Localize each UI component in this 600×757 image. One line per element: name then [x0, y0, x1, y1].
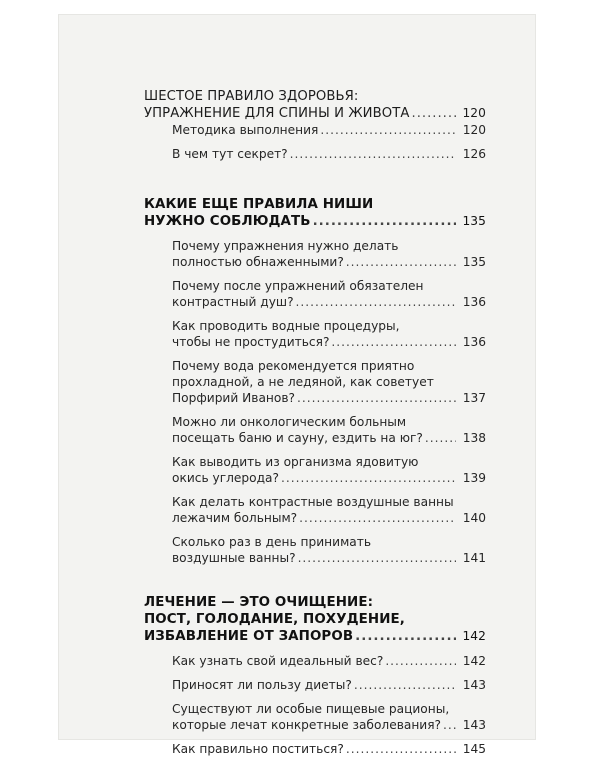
- section-entry-2[interactable]: [144, 196, 486, 230]
- dot-leader: [281, 470, 456, 486]
- item-title-line: окись углерода?: [172, 471, 279, 485]
- item-title-line: Приносят ли пользу диеты?: [172, 678, 352, 692]
- section-title-line: ЛЕЧЕНИЕ — ЭТО ОЧИЩЕНИЕ:: [144, 595, 374, 610]
- dot-leader: [299, 510, 456, 526]
- section-title-line: НУЖНО СОБЛЮДАТЬ: [144, 214, 311, 229]
- dot-leader: [297, 390, 456, 406]
- item-title-line: Почему после упражнений обязателен: [172, 279, 424, 293]
- page-number: 143: [462, 678, 486, 692]
- page-number: 142: [462, 654, 486, 668]
- item-title-line: Методика выполнения: [172, 123, 319, 137]
- dot-leader: [296, 294, 456, 310]
- page-number: 140: [462, 511, 486, 525]
- page-number: 143: [462, 718, 486, 732]
- toc-item[interactable]: [144, 701, 486, 733]
- dot-leader: [385, 653, 456, 669]
- item-title-line: Как выводить из организма ядовитую: [172, 455, 419, 469]
- toc-item[interactable]: [144, 454, 486, 486]
- item-title-line: Почему упражнения нужно делать: [172, 239, 399, 253]
- item-title-line: Можно ли онкологическим больным: [172, 415, 407, 429]
- section-title-line: ШЕСТОЕ ПРАВИЛО ЗДОРОВЬЯ:: [144, 89, 359, 104]
- item-title-line: контрастный душ?: [172, 295, 294, 309]
- item-title-line: Существуют ли особые пищевые рационы,: [172, 702, 450, 716]
- dot-leader: [313, 213, 456, 230]
- dot-leader: [346, 254, 456, 270]
- toc-item[interactable]: [144, 238, 486, 270]
- toc-item[interactable]: [144, 414, 486, 446]
- section-title-line: ПОСТ, ГОЛОДАНИЕ, ПОХУДЕНИЕ,: [144, 612, 405, 627]
- page-number: 142: [462, 629, 486, 643]
- toc-item[interactable]: [144, 677, 486, 693]
- dot-leader: [354, 677, 456, 693]
- dot-leader: [425, 430, 456, 446]
- page-number: 136: [462, 335, 486, 349]
- item-title-line: которые лечат конкретные заболевания?: [172, 718, 442, 732]
- toc-item[interactable]: [144, 741, 486, 757]
- section-title-line: КАКИЕ ЕЩЕ ПРАВИЛА НИШИ: [144, 197, 374, 212]
- page-number: 138: [462, 431, 486, 445]
- toc-item[interactable]: [144, 494, 486, 526]
- dot-leader: [298, 550, 456, 566]
- item-title-line: полностью обнаженными?: [172, 255, 344, 269]
- item-title-line: Как проводить водные процедуры,: [172, 319, 400, 333]
- table-of-contents: [144, 88, 486, 757]
- item-title-line: Порфирий Иванов?: [172, 391, 295, 405]
- dot-leader: [355, 628, 456, 645]
- section-entry-1[interactable]: [144, 88, 486, 122]
- item-title-line: лежачим больным?: [172, 511, 298, 525]
- toc-item[interactable]: [144, 318, 486, 350]
- page-number: 120: [462, 106, 486, 120]
- dot-leader: [346, 741, 456, 757]
- section-title-line: УПРАЖНЕНИЕ ДЛЯ СПИНЫ И ЖИВОТА: [144, 106, 410, 121]
- page-number: 136: [462, 295, 486, 309]
- page-number: 120: [462, 123, 486, 137]
- dot-leader: [412, 105, 456, 122]
- item-title-line: воздушные ванны?: [172, 551, 296, 565]
- toc-item[interactable]: [144, 122, 486, 138]
- item-title-line: Почему вода рекомендуется приятно: [172, 359, 415, 373]
- page-number: 135: [462, 214, 486, 228]
- page-number: 135: [462, 255, 486, 269]
- dot-leader: [331, 334, 456, 350]
- section-entry-3[interactable]: [144, 594, 486, 645]
- toc-item[interactable]: [144, 534, 486, 566]
- dot-leader: [443, 717, 456, 733]
- page-number: 139: [462, 471, 486, 485]
- item-title-line: чтобы не простудиться?: [172, 335, 330, 349]
- item-title-line: Как правильно поститься?: [172, 742, 344, 756]
- toc-item[interactable]: [144, 278, 486, 310]
- dot-leader: [320, 122, 456, 138]
- page-number: 126: [462, 147, 486, 161]
- item-title-line: посещать баню и сауну, ездить на юг?: [172, 431, 423, 445]
- page-number: 145: [462, 742, 486, 756]
- item-title-line: Сколько раз в день принимать: [172, 535, 372, 549]
- page-number: 137: [462, 391, 486, 405]
- page-number: 141: [462, 551, 486, 565]
- section-title-line: ИЗБАВЛЕНИЕ ОТ ЗАПОРОВ: [144, 629, 354, 644]
- dot-leader: [290, 146, 456, 162]
- item-title-line: Как узнать свой идеальный вес?: [172, 654, 384, 668]
- toc-item[interactable]: [144, 358, 486, 406]
- item-title-line: В чем тут секрет?: [172, 147, 288, 161]
- toc-item[interactable]: [144, 653, 486, 669]
- item-title-line: прохладной, а не ледяной, как советует: [172, 375, 434, 389]
- toc-item[interactable]: [144, 146, 486, 162]
- item-title-line: Как делать контрастные воздушные ванны: [172, 495, 454, 509]
